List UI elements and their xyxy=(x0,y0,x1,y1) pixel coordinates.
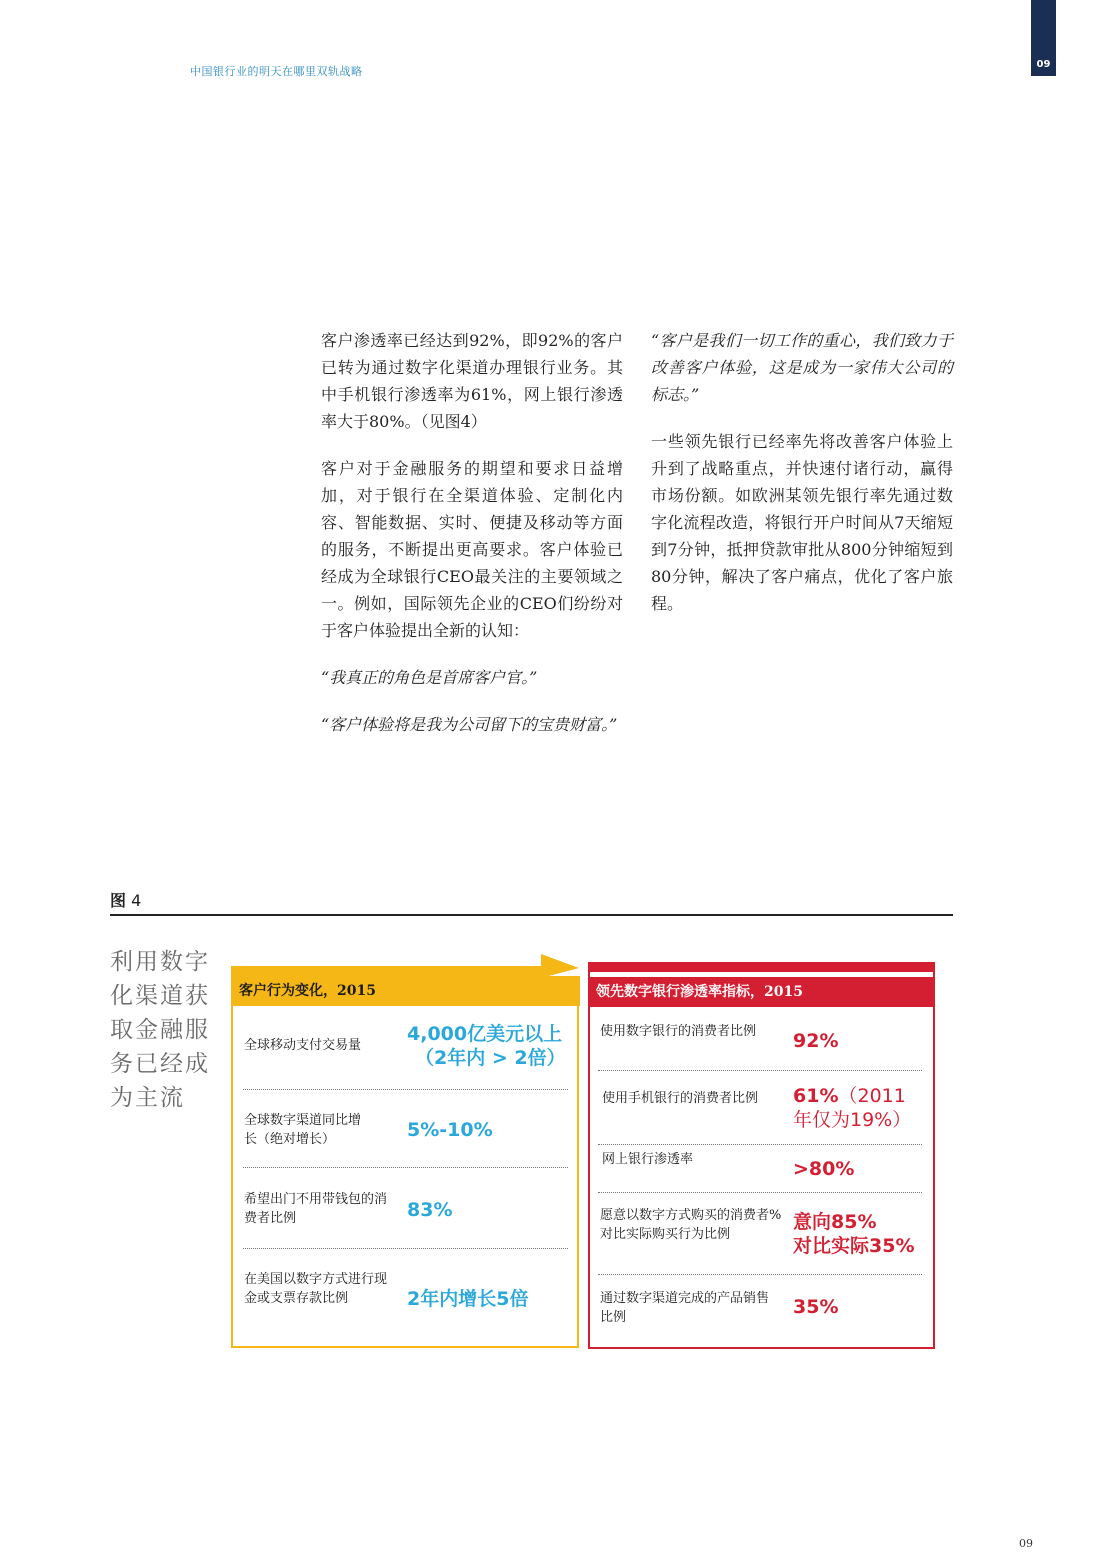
quote: “客户是我们一切工作的重心，我们致力于改善客户体验，这是成为一家伟大公司的标志。” xyxy=(651,331,953,404)
quote: “我真正的角色是首席客户官。” xyxy=(321,668,538,687)
row-divider xyxy=(598,1274,922,1275)
row-value-note: （2011 xyxy=(838,1085,906,1107)
row-label: 网上银行渗透率 xyxy=(602,1152,694,1167)
paragraph: 一些领先银行已经率先将改善客户体验上升到了战略重点，并快速付诸行动，赢得市场份额。如欧洲某领先银行率先通过数字化流程改造，将银行开户时间从7天缩短到7分钟，抵押贷款审批从800分钟缩短到80分钟，解决了客户痛点，优化了客户旅程。 xyxy=(651,432,953,613)
row-value: （2年内 > 2倍） xyxy=(415,1047,566,1069)
row-value-main: 61% xyxy=(793,1085,839,1107)
row-divider xyxy=(243,1167,568,1168)
paragraph: 客户渗透率已经达到92%，即92%的客户已转为通过数字化渠道办理银行业务。其中手机银行渗透率为61%，网上银行渗透率大于80%。（见图4） xyxy=(321,331,623,431)
customer-behavior-title: 客户行为变化，2015 xyxy=(231,976,580,1006)
row-value: 35% xyxy=(793,1296,839,1318)
figure-rule xyxy=(110,914,953,916)
row-value: 2年内增长5倍 xyxy=(407,1288,529,1310)
row-label: 通过数字渠道完成的产品销售比例 xyxy=(600,1291,770,1325)
digital-bank-title: 领先数字银行渗透率指标，2015 xyxy=(588,977,935,1007)
row-label: 愿意以数字方式购买的消费者%对比实际购买行为比例 xyxy=(600,1208,782,1242)
row-value: 对比实际35% xyxy=(793,1235,915,1257)
figure-label xyxy=(110,888,141,911)
row-divider xyxy=(598,1144,922,1145)
figure-label-number: 4 xyxy=(131,891,142,910)
row-value: 92% xyxy=(793,1030,839,1052)
quote: “客户体验将是我为公司留下的宝贵财富。” xyxy=(321,715,618,734)
row-label: 使用手机银行的消费者比例 xyxy=(602,1091,759,1106)
row-divider xyxy=(243,1248,568,1249)
body-column-right xyxy=(651,327,953,637)
running-title: 中国银行业的明天在哪里双轨战略 xyxy=(190,65,363,78)
tab-page-number: 09 xyxy=(1036,59,1051,70)
row-label: 在美国以数字方式进行现金或支票存款比例 xyxy=(244,1272,388,1306)
row-label: 使用数字银行的消费者比例 xyxy=(600,1024,757,1039)
row-divider xyxy=(243,1089,568,1090)
row-value: 年仅为19%） xyxy=(793,1109,912,1131)
paragraph: 客户对于金融服务的期望和要求日益增加，对于银行在全渠道体验、定制化内容、智能数据、实时、便捷及移动等方面的服务，不断提出更高要求。客户体验已经成为全球银行CEO最关注的主要领域之一。例如，国际领先企业的CEO们纷纷对于客户体验提出全新的认知： xyxy=(321,459,623,640)
page-number: 09 xyxy=(1019,1537,1033,1550)
row-value: 83% xyxy=(407,1199,453,1221)
row-label: 希望出门不用带钱包的消费者比例 xyxy=(244,1192,388,1226)
figure-side-title: 利用数字化渠道获取金融服务已经成为主流 xyxy=(110,949,210,1111)
row-divider xyxy=(598,1192,922,1193)
row-value xyxy=(793,1084,906,1108)
digital-bank-panel-topbar xyxy=(588,962,935,970)
row-value: 意向85% xyxy=(793,1211,877,1233)
row-value: 4,000亿美元以上 xyxy=(407,1023,563,1045)
row-value: >80% xyxy=(793,1158,855,1180)
row-label: 全球移动支付交易量 xyxy=(244,1038,362,1053)
row-label: 全球数字渠道同比增长（绝对增长） xyxy=(244,1113,362,1147)
body-column-left xyxy=(321,327,623,758)
row-divider xyxy=(598,1070,922,1071)
arrow-banner xyxy=(231,952,583,978)
row-value: 5%-10% xyxy=(407,1119,493,1141)
page-tab xyxy=(1031,0,1056,76)
figure-label-prefix: 图 xyxy=(110,891,127,910)
